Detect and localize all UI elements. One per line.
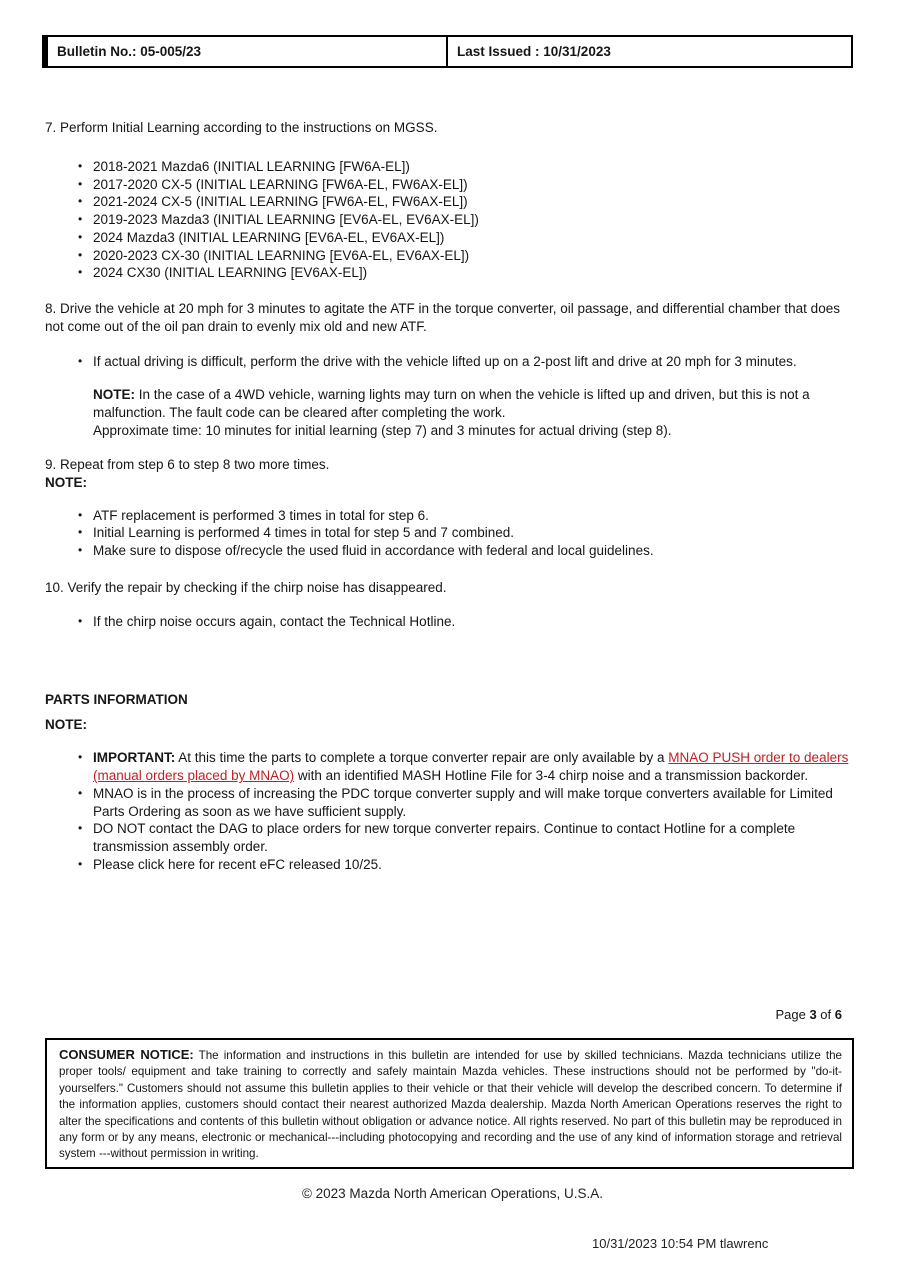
consumer-notice-text: The information and instructions in this bulletin are intended for use by skilled technicians. Mazda technicians utilize the proper tools/ equipment and take training to correctly and safely maintain Mazda vehicles. These instructions should not be performed by "do-it-yourselfers." Customers should not assume this bulletin applies to their vehicle or that their vehicle will develop the described concern. To determine if the information applies, customers should contact their nearest authorized Mazda dealership. Mazda North American Operations reserves the right to alter the specifications and contents of this bulletin without obligation or advance notice. All rights reserved. No part of this bulletin may be reproduced in any form or by any means, electronic or mechanical---including photocopying and recording and the use of any kind of information storage and retrieval system ---without permission in writing. xyxy=(59,1049,843,1161)
list-item: • ATF replacement is performed 3 times in total for step 6. xyxy=(77,507,854,525)
consumer-notice-title: CONSUMER NOTICE: xyxy=(59,1047,194,1062)
list-item: • 2018-2021 Mazda6 (INITIAL LEARNING [FW6A-EL]) xyxy=(77,158,854,176)
step-8-note xyxy=(93,386,854,440)
list-item: • Make sure to dispose of/recycle the used fluid in accordance with federal and local guidelines. xyxy=(77,542,854,560)
note-line xyxy=(93,386,854,422)
list-item: • 2021-2024 CX-5 (INITIAL LEARNING [FW6A-EL, FW6AX-EL]) xyxy=(77,193,854,211)
page-total: 6 xyxy=(834,1007,842,1022)
list-item: • 2020-2023 CX-30 (INITIAL LEARNING [EV6A-EL, EV6AX-EL]) xyxy=(77,247,854,265)
list-item: • Please click here for recent eFC released 10/25. xyxy=(77,856,854,874)
list-item: • 2019-2023 Mazda3 (INITIAL LEARNING [EV6A-EL, EV6AX-EL]) xyxy=(77,211,854,229)
last-issued-cell xyxy=(448,37,851,66)
list-item: • If actual driving is difficult, perform the drive with the vehicle lifted up on a 2-post lift and drive at 20 mph for 3 minutes. xyxy=(77,353,854,371)
approximate-time: Approximate time: 10 minutes for initial learning (step 7) and 3 minutes for actual driving (step 8). xyxy=(93,422,672,438)
step-9-text: 9. Repeat from step 6 to step 8 two more times. xyxy=(45,456,330,472)
important-pre-link-text: At this time the parts to complete a torque converter repair are only available by a xyxy=(175,750,669,766)
step-10-text: 10. Verify the repair by checking if the chirp noise has disappeared. xyxy=(45,579,447,595)
bulletin-number-cell xyxy=(48,37,448,66)
important-label: IMPORTANT: xyxy=(93,750,176,766)
step-8-bullet-list xyxy=(45,353,854,371)
step-7-text: 7. Perform Initial Learning according to the instructions on MGSS. xyxy=(45,120,438,135)
step-9-bullet-list xyxy=(45,507,854,560)
list-item: • 2024 CX30 (INITIAL LEARNING [EV6AX-EL]) xyxy=(77,264,854,282)
step-10-bullet-list xyxy=(45,613,854,631)
bulletin-number: Bulletin No.: 05-005/23 xyxy=(57,44,202,59)
important-bullet xyxy=(77,749,854,784)
mnao-push-order-link[interactable]: MNAO PUSH order to dealers (manual orders placed by MNAO) xyxy=(93,750,849,784)
list-item: • MNAO is in the process of increasing the PDC torque converter supply and will make torque converters available for Limited Parts Ordering as soon as we have sufficient supply. xyxy=(77,785,854,820)
page-word: Page xyxy=(775,1007,806,1022)
step-9-note-label: NOTE: xyxy=(45,474,87,490)
list-item: • 2017-2020 CX-5 (INITIAL LEARNING [FW6A-EL, FW6AX-EL]) xyxy=(77,176,854,194)
list-item: • Initial Learning is performed 4 times in total for step 5 and 7 combined. xyxy=(77,524,854,542)
step-7-model-list xyxy=(45,158,854,282)
page-current: 3 xyxy=(809,1007,817,1022)
bulletin-header xyxy=(42,35,853,68)
of-word: of xyxy=(820,1007,832,1022)
print-timestamp: 10/31/2023 10:54 PM tlawrenc xyxy=(592,1236,769,1251)
last-issued-date: Last Issued : 10/31/2023 xyxy=(457,44,611,59)
copyright-line: © 2023 Mazda North American Operations, U.S.A. xyxy=(301,1186,604,1201)
parts-note-label: NOTE: xyxy=(45,717,87,733)
parts-information-heading: PARTS INFORMATION xyxy=(45,692,188,708)
page-number xyxy=(775,1007,842,1022)
important-post-link-text: with an identified MASH Hotline File for 3-4 chirp noise and a transmission backorder. xyxy=(294,768,809,784)
bulletin-body xyxy=(45,119,854,873)
note-text: In the case of a 4WD vehicle, warning lights may turn on when the vehicle is lifted up and driven, but this is not a malfunction. The fault code can be cleared after completing the work. xyxy=(93,386,810,420)
list-item: • 2024 Mazda3 (INITIAL LEARNING [EV6A-EL, EV6AX-EL]) xyxy=(77,229,854,247)
note-label: NOTE: xyxy=(93,386,135,402)
consumer-notice-box xyxy=(45,1038,854,1169)
step-8-text: 8. Drive the vehicle at 20 mph for 3 minutes to agitate the ATF in the torque converter, oil passage, and differential chamber that does not come out of the oil pan drain to evenly mix old and new ATF. xyxy=(45,300,840,334)
list-item: • DO NOT contact the DAG to place orders for new torque converter repairs. Continue to contact Hotline for a complete transmission assembly order. xyxy=(77,820,854,855)
list-item: • If the chirp noise occurs again, contact the Technical Hotline. xyxy=(77,613,854,631)
parts-bullet-list xyxy=(45,749,854,873)
